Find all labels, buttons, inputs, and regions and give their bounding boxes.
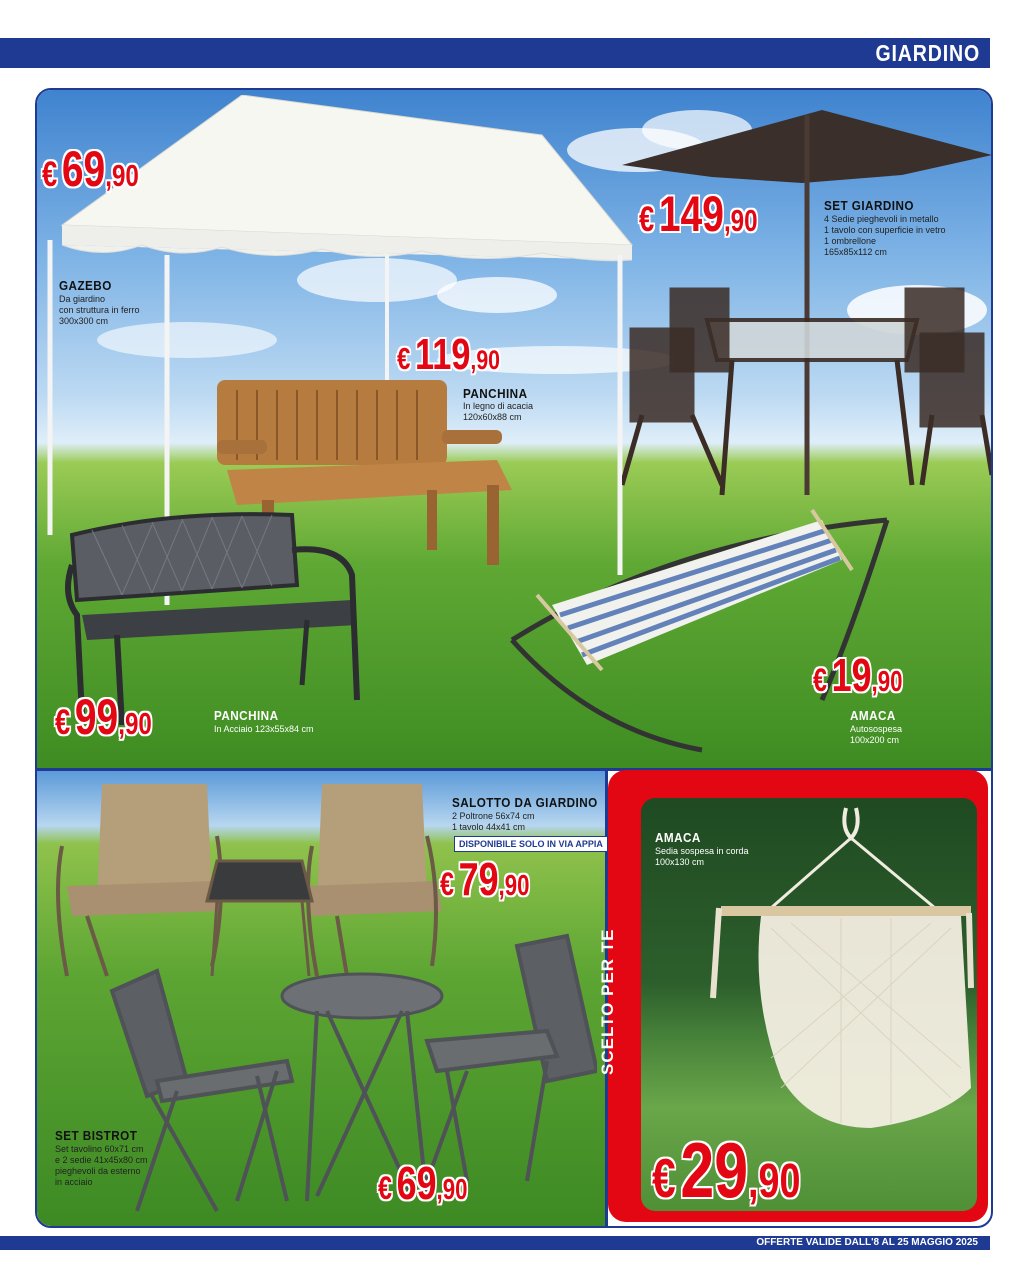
set-giardino-price: €149,90 xyxy=(639,186,758,242)
salotto-desc: 2 Poltrone 56x74 cm 1 tavolo 44x41 cm xyxy=(452,811,535,832)
panchina-legno-desc: In legno di acacia 120x60x88 cm xyxy=(463,401,534,422)
salotto-price: € 79,90 xyxy=(440,853,530,905)
set-bistrot-name: SET BISTROT xyxy=(55,1128,138,1143)
scelto-per-te-label: SCELTO PER TE xyxy=(598,928,617,1075)
gazebo-name: GAZEBO xyxy=(59,278,112,293)
header-bar xyxy=(0,38,990,68)
panchina-legno-price: € 119,90 xyxy=(397,330,500,379)
salotto-name: SALOTTO DA GIARDINO xyxy=(452,795,598,810)
section-title: GIARDINO xyxy=(875,40,980,66)
amaca-name: AMACA xyxy=(850,708,896,723)
panchina-acciaio-desc: In Acciaio 123x55x84 cm xyxy=(214,724,314,734)
amaca-desc: Autosospesa 100x200 cm xyxy=(850,724,903,745)
panchina-acciaio-price: €99,90 xyxy=(55,689,152,745)
footer-bar xyxy=(0,1236,990,1250)
set-bistrot-price: € 69,90 xyxy=(378,1157,468,1209)
gazebo-desc: Da giardino con struttura in ferro 300x300 cm xyxy=(59,294,140,326)
set-giardino-desc: 4 Sedie pieghevoli in metallo 1 tavolo con superficie in vetro 1 ombrellone 165x85x112 cm xyxy=(824,214,946,257)
offer-validity: OFFERTE VALIDE DALL'8 AL 25 MAGGIO 2025 xyxy=(756,1237,978,1248)
amaca-sedia-price: €29,90 xyxy=(652,1126,801,1214)
gazebo-price: €69,90 xyxy=(42,141,139,197)
set-giardino-image xyxy=(622,95,991,505)
set-bistrot-image xyxy=(107,931,597,1221)
amaca-price: € 19,90 xyxy=(813,649,903,701)
panchina-legno-name: PANCHINA xyxy=(463,386,528,401)
set-giardino-name: SET GIARDINO xyxy=(824,198,914,213)
set-bistrot-desc: Set tavolino 60x71 cm e 2 sedie 41x45x80 cm pieghevoli da esterno in acciaio xyxy=(55,1144,148,1187)
amaca-image xyxy=(492,500,902,760)
amaca-sedia-desc: Sedia sospesa in corda 100x130 cm xyxy=(655,846,749,867)
availability-badge: DISPONIBILE SOLO IN VIA APPIA xyxy=(454,836,608,852)
panchina-acciaio-name: PANCHINA xyxy=(214,708,279,723)
amaca-sedia-name: AMACA xyxy=(655,830,701,845)
